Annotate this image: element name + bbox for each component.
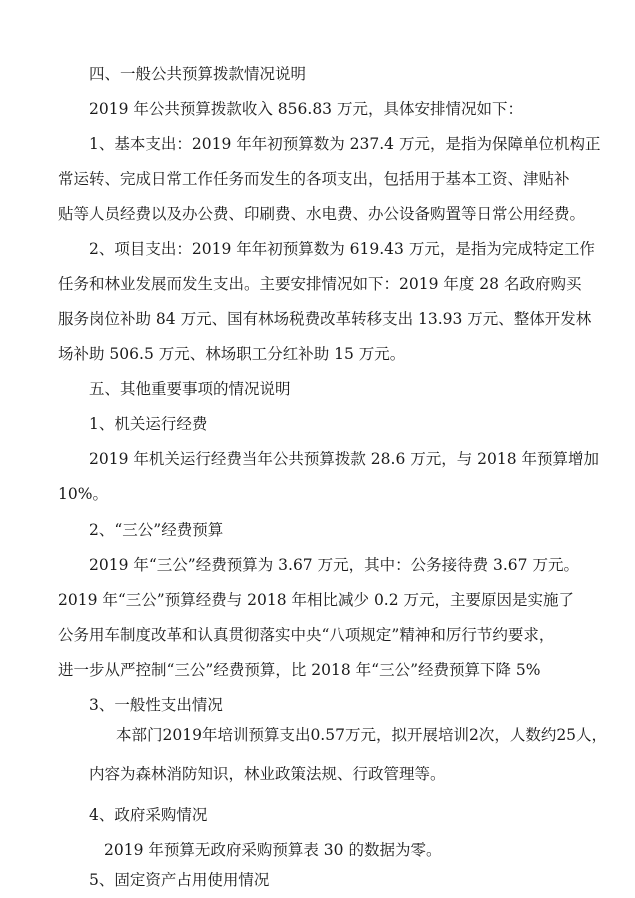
sub4-title: 4、政府采购情况 [89, 806, 208, 824]
sub2-title: 2、“三公”经费预算 [89, 521, 224, 539]
sub1-text-line-1: 2019 年机关运行经费当年公共预算拨款 28.6 万元，与 2018 年预算增加 [89, 450, 600, 468]
basic-expense-line-3: 贴等人员经费以及办公费、印刷费、水电费、办公设备购置等日常公用经费。 [58, 205, 586, 223]
sub2-text-line-1: 2019 年“三公”经费预算为 3.67 万元，其中：公务接待费 3.67 万元。 [89, 556, 579, 574]
basic-expense-line-2: 常运转、完成日常工作任务而发生的各项支出，包括用于基本工资、津贴补 [58, 170, 570, 188]
sub1-title: 1、机关运行经费 [89, 415, 208, 433]
basic-expense-line-1: 1、基本支出：2019 年年初预算数为 237.4 万元，是指为保障单位机构正 [89, 135, 601, 153]
project-expense-line-4: 场补助 506.5 万元、林场职工分红补助 15 万元。 [58, 345, 406, 363]
sub2-text-line-2: 2019 年“三公”预算经费与 2018 年相比减少 0.2 万元，主要原因是实施了 [58, 591, 575, 609]
sub2-text-line-4: 进一步从严控制“三公”经费预算，比 2018 年“三公”经费预算下降 5% [58, 661, 541, 679]
sub3-title: 3、一般性支出情况 [89, 696, 223, 714]
project-expense-line-2: 任务和林业发展而发生支出。主要安排情况如下：2019 年度 28 名政府购买 [58, 275, 582, 293]
project-expense-line-3: 服务岗位补助 84 万元、国有林场税费改革转移支出 13.93 万元、整体开发林 [58, 310, 592, 328]
sub5-title: 5、固定资产占用使用情况 [89, 871, 270, 889]
sub1-text-line-2: 10%。 [58, 485, 108, 503]
section-heading-5: 五、其他重要事项的情况说明 [89, 380, 291, 398]
income-line: 2019 年公共预算拨款收入 856.83 万元，具体安排情况如下： [89, 100, 523, 118]
sub3-text-line-2: 内容为森林消防知识，林业政策法规、行政管理等。 [89, 765, 446, 783]
sub3-text-line-1: 本部门2019年培训预算支出0.57万元，拟开展培训2次，人数约25人， [116, 726, 608, 744]
sub4-text: 2019 年预算无政府采购预算表 30 的数据为零。 [104, 841, 442, 859]
section-heading-4: 四、一般公共预算拨款情况说明 [89, 65, 307, 83]
sub2-text-line-3: 公务用车制度改革和认真贯彻落实中央“八项规定”精神和厉行节约要求， [58, 626, 555, 644]
project-expense-line-1: 2、项目支出：2019 年年初预算数为 619.43 万元，是指为完成特定工作 [89, 240, 595, 258]
